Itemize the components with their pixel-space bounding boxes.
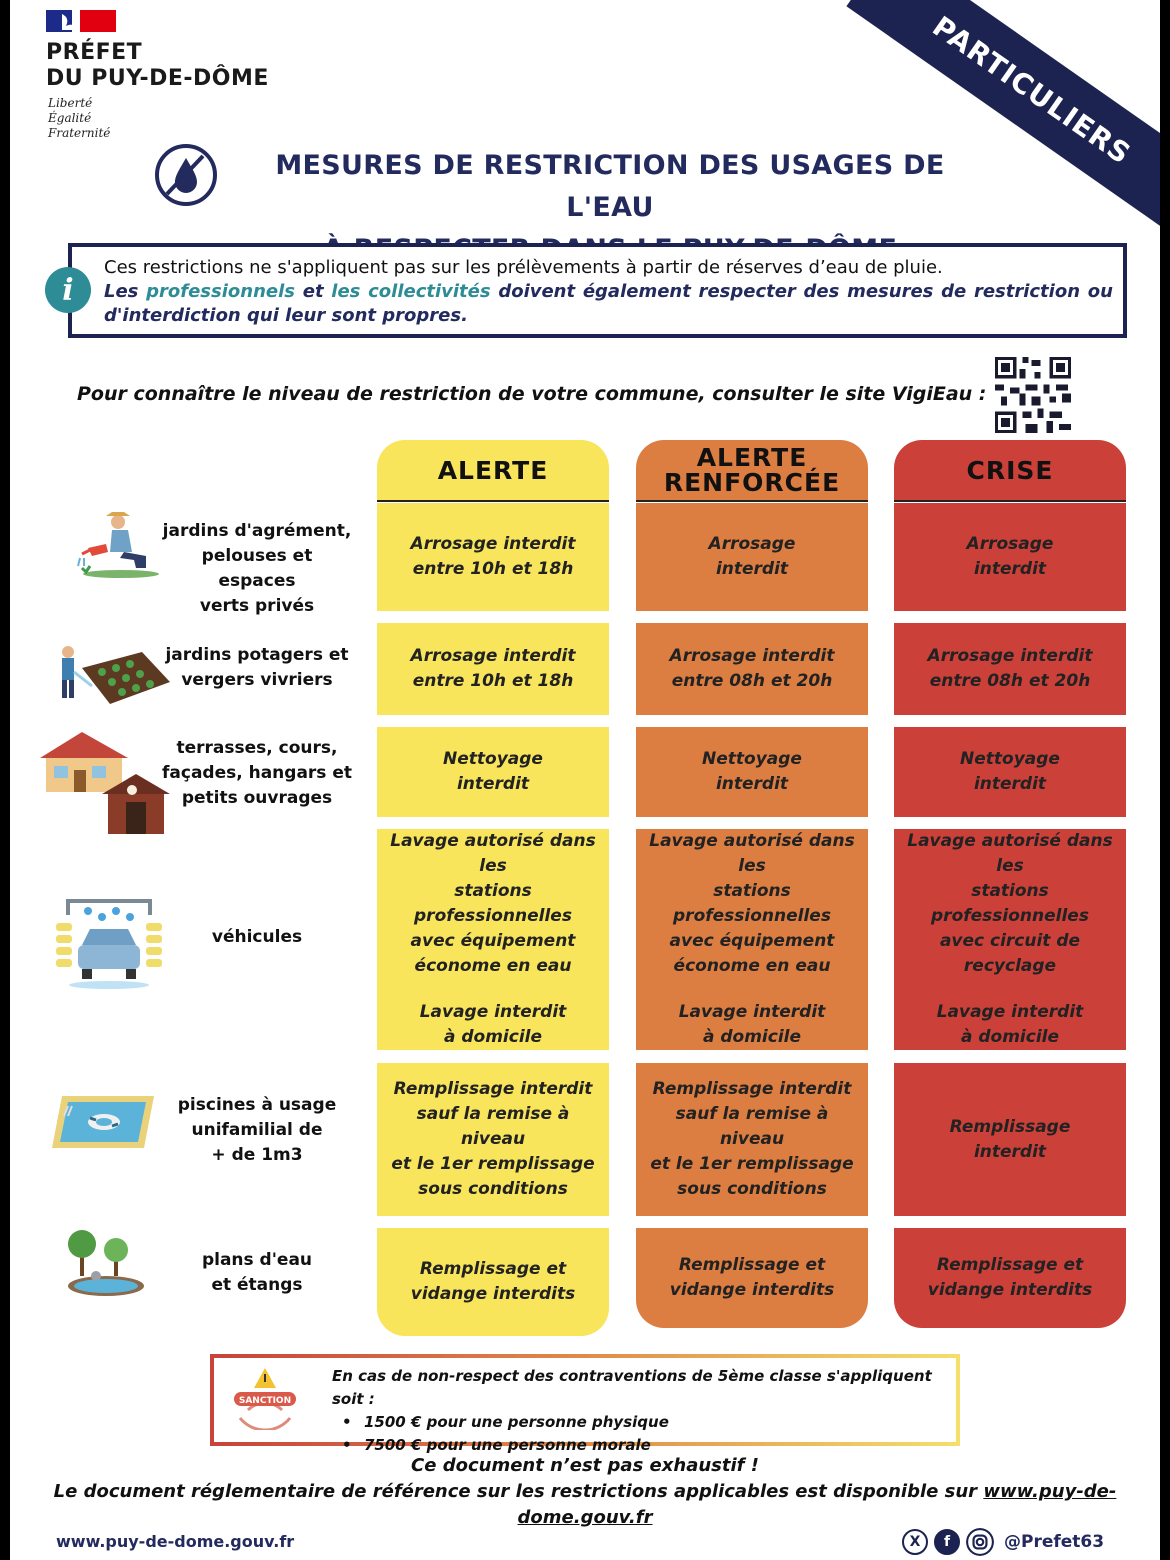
cell-text: Remplissage et (678, 1255, 826, 1275)
cell-text: à domicile (702, 1027, 802, 1047)
facebook-glyph: f (943, 1534, 951, 1550)
info-professionals-text (104, 280, 1113, 328)
label-text: plans d'eau (201, 1250, 313, 1270)
sanction-list (332, 1411, 952, 1457)
cell-text: interdit (973, 1141, 1047, 1162)
cell-text: économe en eau (673, 956, 831, 976)
logo-line-2: DU PUY-DE-DÔME (46, 66, 269, 91)
label-piscines (162, 1093, 352, 1168)
cell-text: Remplissage et (936, 1255, 1084, 1275)
cell-potagers-crise (894, 623, 1126, 715)
cell-potagers-renforcee (636, 623, 868, 715)
cell-vehicules-alerte (377, 829, 609, 1050)
label-text: jardins d'agrément, (162, 521, 352, 541)
cell-text: Lavage autorisé dans les (390, 831, 596, 876)
label-text: jardins potagers et (165, 645, 349, 665)
label-text: et étangs (211, 1275, 303, 1295)
cell-text: vidange interdits (410, 1284, 576, 1304)
cell-text: Lavage interdit (419, 1002, 567, 1022)
cell-text: économe en eau (414, 956, 572, 976)
motto-liberte: Liberté (48, 96, 93, 110)
label-vehicules (162, 925, 352, 950)
gardener-watering-icon (76, 508, 166, 580)
x-twitter-icon[interactable] (902, 1529, 928, 1555)
info-professionnels: professionnels (146, 281, 295, 302)
label-jardins-potagers (162, 643, 352, 693)
sanction-text (332, 1365, 952, 1457)
vigieau-instruction: Pour connaître le niveau de restriction de votre commune, consulter le site VigiEau : (77, 383, 987, 405)
social-handle[interactable]: @Prefet63 (1004, 1532, 1105, 1552)
car-wash-icon (54, 895, 164, 991)
cell-text: stations professionnelles (931, 881, 1089, 926)
cell-text: stations professionnelles (673, 881, 831, 926)
cell-vehicules-renforcee (636, 829, 868, 1050)
republic-motto (48, 96, 110, 141)
cell-text: entre 08h et 20h (929, 671, 1091, 691)
footer-reference-text: Le document réglementaire de référence sur les restrictions applicables est disponible sur (53, 1481, 978, 1502)
footer-reference-link[interactable]: www.puy-de-dome.gouv.fr (517, 1481, 1117, 1528)
footer-website-link[interactable]: www.puy-de-dome.gouv.fr (56, 1532, 295, 1551)
cell-text: interdit (456, 774, 530, 794)
label-text: terrasses, cours, (176, 738, 338, 758)
vegetable-garden-icon (52, 638, 172, 710)
vigieau-qr-code-icon[interactable] (995, 357, 1071, 433)
label-text: unifamilial de (191, 1120, 323, 1140)
cell-text: avec équipement (669, 931, 835, 951)
page (10, 0, 1160, 1560)
cell-text: avec équipement (410, 931, 576, 951)
info-collectivites: les collectivités (331, 281, 491, 302)
title-line-1: MESURES DE RESTRICTION DES USAGES DE L'EAU (275, 150, 945, 223)
cell-terrasses-renforcee (636, 727, 868, 817)
cell-plans-alerte (377, 1228, 609, 1336)
swimming-pool-icon (50, 1092, 156, 1152)
label-text: pelouses et espaces (201, 546, 313, 591)
cell-text: interdit (973, 774, 1047, 794)
cell-text: vidange interdits (669, 1280, 835, 1300)
cell-piscines-crise (894, 1063, 1126, 1216)
cell-text: Lavage interdit (678, 1002, 826, 1022)
cell-text: sous conditions (677, 1179, 827, 1199)
cell-text: Arrosage interdit (927, 646, 1093, 666)
house-and-shed-icon (36, 728, 172, 838)
cell-plans-renforcee (636, 1228, 868, 1328)
cell-text: Arrosage interdit (669, 646, 835, 666)
header-renforcee-line1: ALERTE (696, 443, 808, 472)
cell-text: Nettoyage (960, 749, 1060, 769)
cell-piscines-alerte (377, 1063, 609, 1216)
motto-fraternite: Fraternité (48, 126, 111, 140)
cell-text: avec circuit de recyclage (939, 931, 1081, 976)
cell-text: entre 08h et 20h (671, 671, 833, 691)
no-water-drop-icon (153, 142, 219, 208)
cell-text: Lavage interdit (936, 1002, 1084, 1022)
cell-text: à domicile (443, 1027, 543, 1047)
marianne-flag-logo (46, 10, 116, 32)
label-text: vergers vivriers (181, 670, 333, 690)
cell-text: Nettoyage (443, 749, 543, 769)
sanction-item: • 1500 € pour une personne physique (342, 1411, 952, 1434)
footer-not-exhaustive: Ce document n’est pas exhaustif ! (411, 1455, 759, 1476)
cell-text: et le 1er remplissage (650, 1154, 854, 1174)
cell-plans-crise (894, 1228, 1126, 1328)
cell-text: Remplissage et (419, 1259, 567, 1279)
logo-line-1: PRÉFET (46, 40, 143, 65)
cell-text: interdit (715, 559, 789, 579)
cell-text: Lavage autorisé dans les (649, 831, 855, 876)
banner-text: PARTICULIERS (926, 9, 1138, 171)
cell-text: Arrosage interdit (410, 646, 576, 666)
cell-agrement-renforcee (636, 503, 868, 611)
cell-text: entre 10h et 18h (412, 559, 574, 579)
cell-text: sous conditions (418, 1179, 568, 1199)
cell-terrasses-crise (894, 727, 1126, 817)
sanction-item: • 7500 € pour une personne morale (342, 1434, 952, 1457)
label-terrasses (162, 736, 352, 811)
sanction-warning-icon (230, 1366, 300, 1430)
cell-text: interdit (973, 559, 1047, 579)
cell-text: Lavage autorisé dans les (907, 831, 1113, 876)
cell-agrement-alerte (377, 503, 609, 611)
header-crise-text: CRISE (966, 455, 1054, 485)
header-alerte-renforcee (636, 440, 868, 502)
label-text: véhicules (211, 927, 303, 947)
footer-reference (10, 1479, 1160, 1531)
footer-note (10, 1453, 1160, 1531)
label-text: verts privés (199, 596, 315, 616)
cell-text: interdit (715, 774, 789, 794)
cell-text: à domicile (960, 1027, 1060, 1047)
cell-text: et le 1er remplissage (391, 1154, 595, 1174)
cell-text: Nettoyage (702, 749, 802, 769)
label-text: petits ouvrages (181, 788, 333, 808)
cell-piscines-renforcee (636, 1063, 868, 1216)
facebook-icon[interactable] (934, 1529, 960, 1555)
cell-terrasses-alerte (377, 727, 609, 817)
label-text: piscines à usage (177, 1095, 337, 1115)
cell-vehicules-crise (894, 829, 1126, 1050)
info-icon: i (45, 267, 91, 313)
label-plans-eau (162, 1248, 352, 1298)
info-rest: doivent également respecter des mesures de restriction ou d'interdiction qui leur sont propres. (104, 281, 1113, 326)
info-rainwater-text: Ces restrictions ne s'appliquent pas sur les prélèvements à partir de réserves d’eau de pluie. (104, 257, 943, 278)
label-jardins-agrement (162, 519, 352, 619)
cell-text: sauf la remise à niveau (416, 1104, 570, 1149)
label-text: + de 1m3 (211, 1145, 303, 1165)
motto-egalite: Égalité (48, 111, 92, 125)
cell-text: sauf la remise à niveau (675, 1104, 829, 1149)
info-box (68, 243, 1127, 338)
cell-text: entre 10h et 18h (412, 671, 574, 691)
prefet-logo-title (46, 40, 269, 92)
cell-text: Arrosage (708, 534, 796, 554)
cell-text: Arrosage (966, 534, 1054, 554)
x-glyph: X (909, 1534, 921, 1550)
cell-text: Remplissage interdit (652, 1079, 852, 1099)
header-crise (894, 440, 1126, 502)
header-alerte-text: ALERTE (437, 455, 549, 485)
cell-text: stations professionnelles (414, 881, 572, 926)
header-renforcee-line2: RENFORCÉE (663, 468, 841, 497)
info-word-les: Les (104, 281, 139, 302)
sanction-badge-text: SANCTION (238, 1396, 292, 1406)
cell-text: vidange interdits (927, 1280, 1093, 1300)
cell-potagers-alerte (377, 623, 609, 715)
sanction-intro: En cas de non-respect des contraventions de 5ème classe s'appliquent soit : (332, 1367, 932, 1408)
pond-with-trees-icon (60, 1228, 146, 1298)
header-alerte (377, 440, 609, 502)
cell-text: Remplissage interdit (393, 1079, 593, 1099)
social-links (902, 1528, 1104, 1556)
instagram-icon[interactable] (966, 1528, 994, 1556)
cell-text: Arrosage interdit (410, 534, 576, 554)
label-text: façades, hangars et (162, 763, 353, 783)
cell-agrement-crise (894, 503, 1126, 611)
info-word-et: et (302, 281, 324, 302)
cell-text: Remplissage (949, 1116, 1071, 1137)
